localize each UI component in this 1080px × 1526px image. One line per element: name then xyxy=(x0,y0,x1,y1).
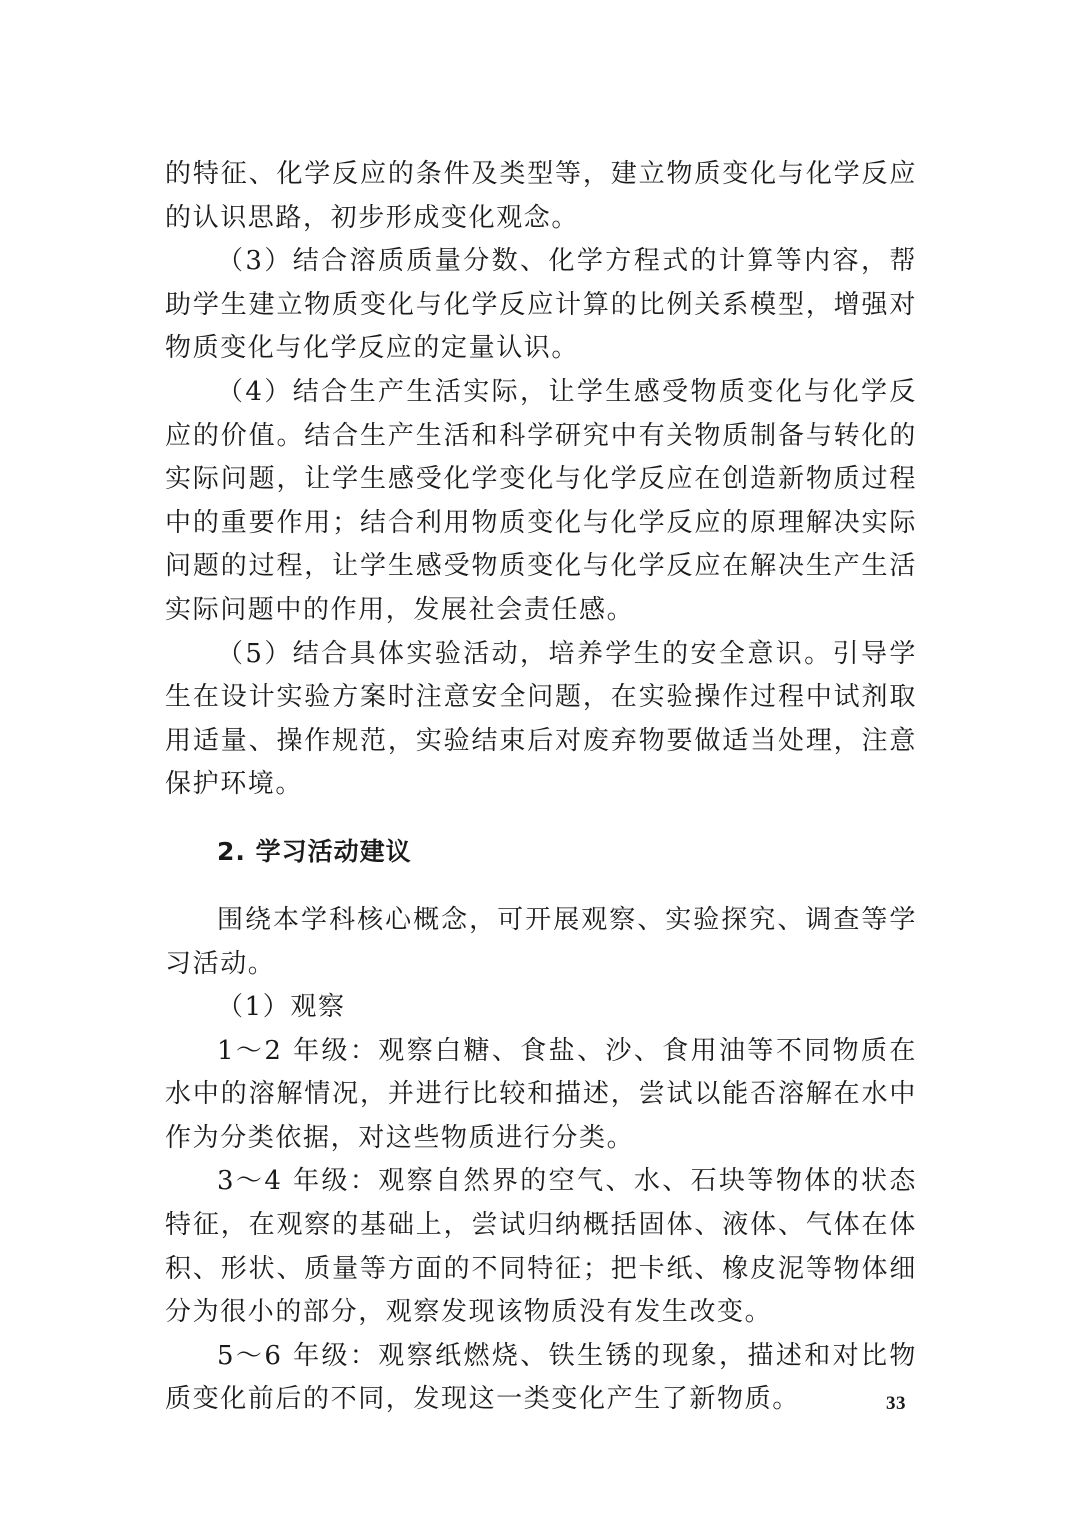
paragraph-continued: 的特征、化学反应的条件及类型等，建立物质变化与化学反应的认识思路，初步形成变化观念。 xyxy=(165,159,917,233)
paragraph-grade-1-2: 1～2 年级：观察白糖、食盐、沙、食用油等不同物质在水中的溶解情况，并进行比较和描述，尝试以能否溶解在水中作为分类依据，对这些物质进行分类。 xyxy=(165,1035,917,1153)
section-heading: 2. 学习活动建议 xyxy=(217,836,412,866)
paragraph-item-4: （4）结合生产生活实际，让学生感受物质变化与化学反应的价值。结合生产生活和科学研究中有关物质制备与转化的实际问题，让学生感受化学变化与化学反应在创造新物质过程中的重要作用；结合利用物质变化与化学反应的原理解决实际问题的过程，让学生感受物质变化与化学反应在解决生产生活实际问题中的作用，发展社会责任感。 xyxy=(165,376,917,625)
subheading-observation: （1）观察 xyxy=(217,992,346,1023)
paragraph-item-5: （5）结合具体实验活动，培养学生的安全意识。引导学生在设计实验方案时注意安全问题，在实验操作过程中试剂取用适量、操作规范，实验结束后对废弃物要做适当处理，注意保护环境。 xyxy=(165,638,917,800)
page-number: 33 xyxy=(886,1393,906,1414)
paragraph-item-3: （3）结合溶质质量分数、化学方程式的计算等内容，帮助学生建立物质变化与化学反应计算的比例关系模型，增强对物质变化与化学反应的定量认识。 xyxy=(165,246,917,364)
paragraph-intro: 围绕本学科核心概念，可开展观察、实验探究、调查等学习活动。 xyxy=(165,904,917,979)
page-body xyxy=(165,153,917,1422)
paragraph-grade-3-4: 3～4 年级：观察自然界的空气、水、石块等物体的状态特征，在观察的基础上，尝试归纳概括固体、液体、气体在体积、形状、质量等方面的不同特征；把卡纸、橡皮泥等物体细分为很小的部分，观察发现该物质没有发生改变。 xyxy=(165,1166,917,1328)
paragraph-grade-5-6: 5～6 年级：观察纸燃烧、铁生锈的现象，描述和对比物质变化前后的不同，发现这一类变化产生了新物质。 xyxy=(165,1340,917,1415)
